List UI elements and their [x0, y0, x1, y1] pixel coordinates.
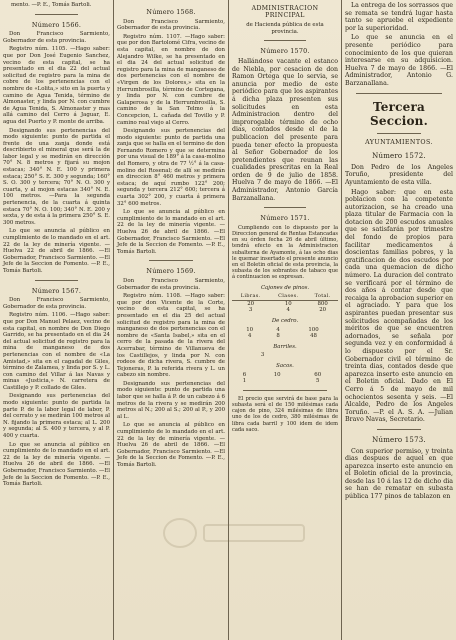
notice-paragraph: La entrega de los sorrassos que se remata se tendrá lugar hasta tanto se apruebe el expediente por la superioridad. — [345, 2, 453, 32]
tobacco-table — [232, 293, 338, 314]
table-header: Libras. — [232, 293, 269, 300]
notice-paragraph: Con superior permiso, y treinta dias despues de aquel en que aparezca inserto este anuncio en el Boletin oficial de la provincia, desde las 10 á las 12 de dicho dia se han de rematar en subasta pública 177 pinos de tablazon en — [345, 447, 453, 501]
table-row — [232, 307, 338, 314]
notice-paragraph: Registro núm. 1106. —Hago saber: que por Don Manuel Pelaez, vecino de esta capital, en nombre de Don Diego Garrido, se ha presentado en el dia 24 del actual solicitud de registro para la mina de manganeso de dos pertenencias con el nombre de «La Amistad,» sita en el cagadal de Giles, término de Zalamea, y linda por S. y L. con camino del Villar á las Navas y minas «Justicia,» N. carretera de Castillejo y P. collado de Giles. — [3, 312, 110, 391]
notice-paragraph: Designando sus pertenencias del modo siguiente: punto de partida una labor que se halla á P. de un cabezo á 6 metros de la rivera y se medirán 200 metros al N.; 200 al S.; 200 al P., y 200 al L. — [117, 380, 225, 420]
table-caption: De cedro. — [271, 318, 299, 325]
table-cell: 3 — [260, 352, 265, 359]
continued-signature: mento. —P. E., Tomás Bartoli. — [11, 2, 92, 8]
notice-number: Número 1567. — [31, 286, 82, 295]
table-body — [232, 327, 338, 340]
table-cell: 10 — [284, 300, 292, 307]
column-2 — [114, 0, 228, 640]
table-cell: 1 — [242, 378, 247, 385]
notice-number: Número 1570. — [260, 47, 310, 56]
table-cell: 100 — [308, 326, 319, 333]
notice-paragraph: Lo que se anuncia al público en cumplimiento de lo mandado en el art. 22 de la ley de minería vigente. —Huelva 22 de abril de 1866. —El Gobernador, Francisco Sarmiento. —El Jefe de la Seccion de Fomento. —P. E., Tomás Bartoli. — [3, 228, 110, 274]
notice-paragraph: Hago saber: que en esta poblacion con la competente autorizacion, se ha creado una plaza titular de Farmacia con la dotacion de 200 escudos anuales que se satisfarán por trimestre del fondo de propios para facilitar medicamentos á doscientas familias pobres, y la gratificacion de dos escudos por cada una quemacion de dicho número. La duracion del contrato se verificará por el término de dos años á contar desde que recaiga la aprobacion superior en el agraciado. Y para que los aspirantes puedan presentar sus solicitudes acompañadas de los méritos de que se encuentren adornados, se señala por segunda vez y en conformidad á lo dispuesto por el Sr. Gobernador civil el término de treinta dias, contados desde que aparezca inserto este anuncio en el Boletin oficial. Dado en El Cerro á 5 de mayo de mil ochocientos sesenta y seis. —El Alcalde, Pedro de los Angeles Toruño. —P. el A. S. A. —Julian Bravo Navas, Secretario. — [345, 188, 454, 424]
divider-rule — [264, 207, 306, 208]
notice-paragraph: Designando sus pertenencias del modo siguiente: punto de partida una zanja que se halla en el termino de don Fernando Romero y que se determina por una visual de 189° á la casa-molino del Romero, y otra de 77 ½° á la casa-molino del Rosenal; de allí se medirán en direccion 8° 460 metros y primera estaca; de aquí rumbo 122° 200; segunda y tercera 212° 600; tercera á cuarta 302° 200, y cuarta á primera 32° 600 metros. — [117, 128, 225, 207]
divider-rule — [264, 40, 306, 41]
notice-number: Número 1571. — [260, 214, 310, 223]
notice-paragraph: Lo que se anuncia en el presente periódico para conocimiento de los que quieran interesarse en su adquisicion. Huelva 7 de mayo de 1866. —El Administrador, Antonio G. Barzanallana. — [345, 34, 453, 87]
section-title: Tercera Seccion. — [370, 99, 428, 128]
table-cell — [316, 352, 338, 359]
notice-paragraph: Registro núm. 1108. —Hago saber: que por don Vicente de la Corte, vecino de esta capital, se ha presentado en el dia 25 del actual solicitud de registro para la mina de manganeso de dos pertenencias con el nombre de «Santa Isabel,» sita en el cerro de la pasada de la rivera del Acerrabar, término de Villanueva de los Castillejos, y linda por N. con rodeos de dicha rivera, S. cumbre de Tejoneras, P. la referida rivera y L. un cabezo sin nombre. — [117, 293, 225, 379]
table-cell: 60 — [314, 371, 322, 378]
notice-paragraph: Lo que se anuncia al público en cumplimiento de lo mandado en el art. 22 de la ley de minería vigente. —Huelva 26 de abril de 1866. —El Gobernador, Francisco Sarmiento. —El Jefe de la Seccion de Fomento. —P. E., Tomás Bartoli. — [3, 441, 110, 488]
tobacco-table — [232, 352, 338, 359]
table-cell: 5 — [316, 378, 320, 385]
table-cell — [257, 378, 298, 385]
table-cell: 4 — [247, 333, 252, 340]
notice-paragraph: Designando sus pertenencias del modo siguiente: punto de partida la parte P. de la labor legal de labor, P. del cerrato y se medirán 100 metros al N. fijando la primera estaca; al L. 200 y segunda; al S. 400 y tercera, y al P. 400 y cuarta. — [3, 393, 110, 440]
notice-paragraph: Cumpliendo con lo dispuesto por la Direccion general de Rentas Estancadas en su órden fecha 26 de abril último, tendrá efecto en la Administracion subalterna de Ayamonte, á las ocho dias le quemar insertado el presente anuncio en el Boletin oficial de esta provincia, la subasta de los sobrantes de tabaco que á continuacion se expresan. — [232, 224, 338, 281]
notice-number: Número 1568. — [146, 8, 196, 16]
notice-heading: Don Pedro de los Angeles Toruño, presidente del Ayuntamiento de esta villa. — [345, 163, 453, 186]
table-cell: 10 — [273, 371, 281, 378]
notice-paragraph: Lo que se anuncia al público en cumplimiento de lo mandado en el art. 22 de la ley de minería vigente. —Huelva 26 de abril de 1866. —El Gobernador, Francisco Sarmiento. —El Jefe de la Seccion de Fomento. —P. E., Tomás Bartoli. — [117, 209, 225, 255]
notice-number: Número 1572. — [372, 152, 426, 161]
column-3 — [229, 0, 341, 640]
notice-paragraph: Registro núm. 1105. —Hago saber: que por Don José Eugenio Sanchez, vecino de esta capital, se ha presentado en el dia 22 del actual solicitud de registro para la mina de cobre de los pertenencias con el nombre de «Lolita,» sito en la puerta y camino de Agua Tenida, término de Almonaster, y linda por N. con cumbre de Agua Tenida, S. Almonaster y mas allá camino del Cerro á Jaguar, E. agua del Puerto y P. monte de arriba. — [3, 46, 110, 125]
divider-rule — [35, 280, 78, 281]
table-row — [232, 378, 338, 385]
table-caption: Cajones de pinos. — [260, 284, 310, 291]
table-caption: Sacos. — [276, 363, 294, 370]
tobacco-table — [232, 372, 338, 385]
table-cell: 8 — [276, 333, 280, 340]
divider-rule — [356, 93, 442, 94]
table-caption: Barriles. — [273, 343, 297, 350]
notice-number: Número 1573. — [372, 435, 426, 444]
notice-heading: Don Francisco Sarmiento, Gobernador de esta provincia. — [3, 297, 110, 310]
table-row — [232, 327, 338, 334]
column-4 — [342, 0, 456, 640]
subsection-heading: AYUNTAMIENTOS. — [365, 138, 433, 146]
table-cell — [293, 352, 315, 359]
table-header: Total. — [307, 293, 338, 300]
notice-paragraph: Hallándose vacante el estanco de Niebla, por cesacion de don Ramon Ortega que lo servia, se anuncia por medio de este periódico para que los aspirantes á dicha plaza presenten sus solicitudes en esta Administracion dentro del improrogable término de ocho dias, contados desde el de la publicacion del presente para pueda tener efecto la propuesta al Señor Gobernador de los pretendientes que reunan las cualidades prescritas en la Real orden de 9 de julio de 1858. Huelva 7 de mayo de 1866. —El Administrador, Antonio García Barzanallana. — [232, 57, 338, 202]
table-body — [232, 372, 338, 385]
divider-rule — [377, 429, 420, 430]
column-1 — [0, 0, 113, 640]
notice-number: Número 1566. — [31, 20, 82, 29]
table-cell: 4 — [276, 326, 280, 333]
table-cell: 20 — [247, 300, 255, 307]
notice-paragraph: Registro núm. 1107. —Hago saber: que por don Bartolomé Cifra, vecino de esta capital, en nombre de don Alejandro Wilke, se ha presentado en el dia 24 del actual solicitud de registro para la mina de manganeso de dos pertenencias con el nombre de «Virgen de los Dolores,» sita en la Herrumbrosilla, término de Cortegana, y linda por N. con cumbre de Galaperosa y de la Herrumbrosilla, S. camino de la San Telmo á la Concepcion, L. cañada del Tovillo y P. camino real viejo al Cerro. — [117, 33, 225, 126]
table-row — [232, 352, 338, 359]
notice-number: Número 1569. — [146, 267, 196, 276]
table-body — [232, 352, 338, 359]
table-cell: 6 — [242, 371, 247, 378]
table-row — [232, 300, 338, 307]
table-header: Clases. — [269, 293, 307, 300]
table-cell: 4 — [286, 307, 290, 314]
divider-rule — [35, 14, 78, 15]
divider-rule — [377, 133, 420, 134]
notice-heading: Don Francisco Sarmiento, Gobernador de esta provincia. — [117, 277, 225, 291]
divider-rule — [243, 390, 328, 391]
table-cell: 20 — [319, 307, 327, 314]
table-cell: 48 — [310, 333, 317, 340]
notice-heading: Don Francisco Sarmiento, Gobernador de esta provincia. — [117, 18, 225, 32]
table-row — [232, 333, 338, 340]
section-heading: ADMINISTRACION PRINCIPAL — [251, 5, 319, 19]
table-cell: 800 — [317, 300, 328, 307]
table-cell: 3 — [248, 307, 253, 314]
table-body — [232, 300, 338, 314]
table-row — [232, 372, 338, 379]
table-cell: 10 — [246, 326, 254, 333]
notice-heading: Don Francisco Sarmiento, Gobernador de esta provincia. — [3, 31, 110, 44]
notice-paragraph: Lo que se anuncia al público en cumplimiento de lo mandado en el art. 22 de la ley de minería vigente. —Huelva 26 de abril de 1866. —El Gobernador, Francisco Sarmiento. —El Jefe de la Seccion de Fomento. —P. E., Tomás Bartoli. — [117, 422, 225, 468]
section-subheading: de Hacienda pública de esta provincia. — [246, 22, 324, 35]
notice-paragraph: Designando sus pertenencias del modo siguiente: punto de partida el frente de una zanja donde está describierto el mineral que será la de labor legal y se medirán en dirección 70° N. 8 metros y fijará su mojon estacas; 340° N. E. 100 y primera estaca; 250° S. E. 300 y segunda; 160° S. O. 300 y tercera; 70° N. O. 300 y cuarta, y al mojon estacas 340° N. E. 100 metros. —Para la segunda pertenencia, de la cuarta á quinta estaca 70° N. O. 100; 340° N. E. 200 y sexta, y de esta á la primera 250° S. E. 300 metros. — [3, 127, 110, 226]
tobacco-table — [232, 327, 338, 340]
table-footnote: El precio que servirá de base para la subasta será el de 150 milésimas cada cajon de pino, 324 milésimas de libra uno de los de cedro, 380 milésimas de libra cada barril y 100 idem de idem cada saco. — [232, 395, 338, 433]
divider-rule — [149, 260, 192, 261]
